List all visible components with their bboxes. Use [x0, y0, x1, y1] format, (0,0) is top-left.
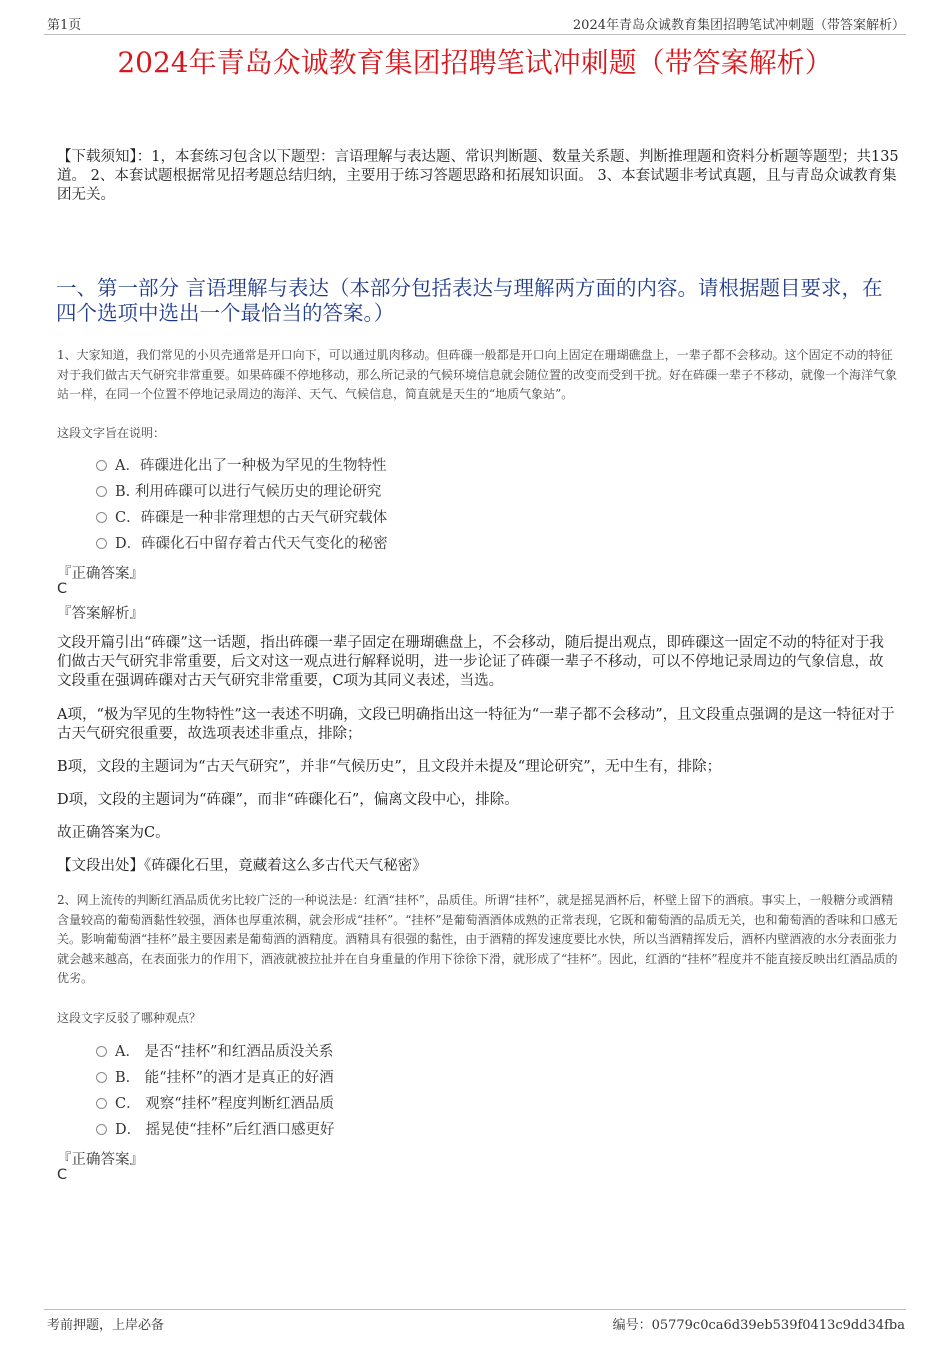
radio-icon[interactable] — [96, 512, 107, 523]
q1-analysis-paragraph: D项，文段的主题词为“砗磲”，而非“砗磲化石”，偏离文段中心，排除。 — [57, 792, 519, 808]
radio-icon[interactable] — [96, 1098, 107, 1109]
q2-answer-label: 『正确答案』 — [57, 1152, 144, 1168]
q1-source: 【文段出处】《砗磲化石里，竟藏着这么多古代天气秘密》 — [57, 858, 427, 874]
q2-option-d[interactable]: D． 摇晃使“挂杯”后红酒口感更好 — [96, 1120, 335, 1140]
question-1-prompt: 这段文字旨在说明： — [57, 426, 166, 440]
q1-analysis-paragraph: 故正确答案为C。 — [57, 825, 170, 841]
radio-icon[interactable] — [96, 1072, 107, 1083]
q2-answer: C — [57, 1167, 68, 1183]
page-number: 第1页 — [47, 18, 82, 33]
q1-option-a[interactable]: A．砗磲进化出了一种极为罕见的生物特性 — [96, 456, 386, 476]
q1-analysis-paragraph: A项，“极为罕见的生物特性”这一表述不明确，文段已明确指出这一特征为“一辈子都不会移动”，且文段重点强调的是这一特征对于古天气研究很重要，故选项表述非重点，排除； — [57, 707, 895, 742]
question-2-text: 2、网上流传的判断红酒品质优劣比较广泛的一种说法是：红酒“挂杯”，品质佳。所谓“挂杯”，就是摇晃酒杯后，杯壁上留下的酒痕。事实上，一般糖分或酒精含量较高的葡萄酒黏性较强，酒体也厚重浓稠，就会形成“挂杯”。“挂杯”是葡萄酒酒体成熟的正常表现，它既和葡萄酒的品质无关，也和葡萄酒的香味和口感无关。影响葡萄酒“挂杯”最主要因素是葡萄酒的酒精度。酒精具有很强的黏性，由于酒精的挥发速度要比水快，所以当酒精挥发后，酒杯内壁酒液的水分表面张力就会越来越高，在表面张力的作用下，酒液就被拉扯并在自身重量的作用下徐徐下滑，就形成了“挂杯”。因此，红酒的“挂杯”程度并不能直接反映出红酒品质的优劣。 — [57, 893, 898, 985]
q2-option-c[interactable]: C． 观察“挂杯”程度判断红酒品质 — [96, 1094, 334, 1114]
q1-option-c[interactable]: C．砗磲是一种非常理想的古天气研究载体 — [96, 508, 387, 528]
header-divider — [44, 34, 906, 35]
q1-option-d[interactable]: D．砗磲化石中留存着古代天气变化的秘密 — [96, 534, 388, 554]
q1-analysis-paragraph: B项，文段的主题词为“古天气研究”，并非“气候历史”，且文段并未提及“理论研究”，无中生有，排除； — [57, 759, 722, 775]
q2-option-a[interactable]: A． 是否“挂杯”和红酒品质没关系 — [96, 1042, 333, 1062]
q1-analysis-label: 『答案解析』 — [57, 606, 144, 622]
footer-divider — [44, 1309, 906, 1310]
radio-icon[interactable] — [96, 1124, 107, 1135]
radio-icon[interactable] — [96, 1046, 107, 1057]
download-notice: 【下载须知】：1，本套练习包含以下题型：言语理解与表达题、常识判断题、数量关系题、判断推理题和资料分析题等题型；共135道。 2、本套试题根据常见招考题总结归纳，主要用于练习答题思路和拓展知识面。 3、本套试题非考试真题，且与青岛众诚教育集团无关。 — [57, 149, 899, 203]
page-title: 2024年青岛众诚教育集团招聘笔试冲刺题（带答案解析） — [117, 46, 833, 79]
question-1-text: 1、大家知道，我们常见的小贝壳通常是开口向下，可以通过肌肉移动。但砗磲一般都是开口向上固定在珊瑚礁盘上，一辈子都不会移动。这个固定不动的特征对于我们做古天气研究非常重要。如果砗磲不停地移动，那么所记录的气候环境信息就会随位置的改变而受到干扰。好在砗磲一辈子不移动，就像一个海洋气象站一样，在同一个位置不停地记录周边的海洋、天气、气候信息，简直就是天生的“地质气象站”。 — [57, 348, 898, 401]
section-heading: 一、第一部分 言语理解与表达（本部分包括表达与理解两方面的内容。请根据题目要求，在四个选项中选出一个最恰当的答案。） — [56, 276, 883, 325]
q1-analysis-paragraph: 文段开篇引出“砗磲”这一话题，指出砗磲一辈子固定在珊瑚礁盘上，不会移动，随后提出观点，即砗磲这一固定不动的特征对于我们做古天气研究非常重要，后文对这一观点进行解释说明，进一步论证了砗磲一辈子不移动，可以不停地记录周边的气象信息，故文段重在强调砗磲对古天气研究非常重要，C项为其同义表述，当选。 — [57, 635, 884, 689]
q2-option-b[interactable]: B． 能“挂杯”的酒才是真正的好酒 — [96, 1068, 334, 1088]
question-2-prompt: 这段文字反驳了哪种观点？ — [57, 1011, 202, 1025]
radio-icon[interactable] — [96, 460, 107, 471]
footer-slogan: 考前押题，上岸必备 — [47, 1318, 165, 1333]
q1-answer-label: 『正确答案』 — [57, 566, 144, 582]
footer-doc-id: 编号：05779c0ca6d39eb539f0413c9dd34fba — [612, 1318, 905, 1333]
radio-icon[interactable] — [96, 538, 107, 549]
header-doc-title: 2024年青岛众诚教育集团招聘笔试冲刺题（带答案解析） — [572, 18, 905, 33]
q1-option-b[interactable]: B. 利用砗磲可以进行气候历史的理论研究 — [96, 482, 381, 502]
q1-answer: C — [57, 581, 68, 597]
radio-icon[interactable] — [96, 486, 107, 497]
